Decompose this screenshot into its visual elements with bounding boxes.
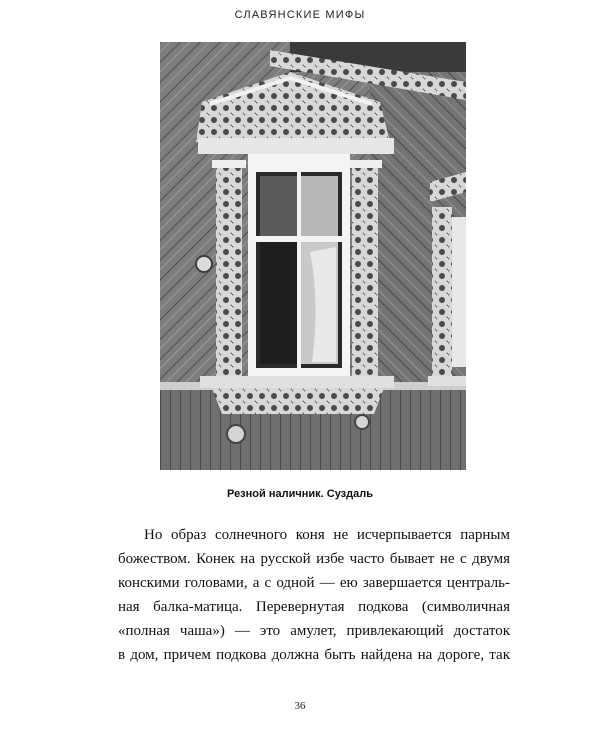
text-line: Но образ солнечного коня не исчерпывается парным: [144, 527, 510, 543]
text-line: ная балка-матица. Перевернутая подкова (символичная: [118, 599, 510, 615]
body-paragraph: [118, 523, 510, 667]
running-head: СЛАВЯНСКИЕ МИФЫ: [234, 9, 366, 21]
text-line: божеством. Конек на русской избе часто бывает не с двумя: [118, 551, 510, 567]
text-line: в дом, причем подкова должна быть найдена на дороге, так: [118, 647, 510, 663]
window-frame-photo: [160, 42, 466, 470]
figure-caption: Резной наличник. Суздаль: [227, 488, 373, 500]
text-line: конскими головами, а с одной — ею завершается централь-: [118, 575, 510, 591]
page-number: 36: [294, 700, 306, 712]
text-line: «полная чаша») — это амулет, привлекающий достаток: [118, 623, 510, 639]
